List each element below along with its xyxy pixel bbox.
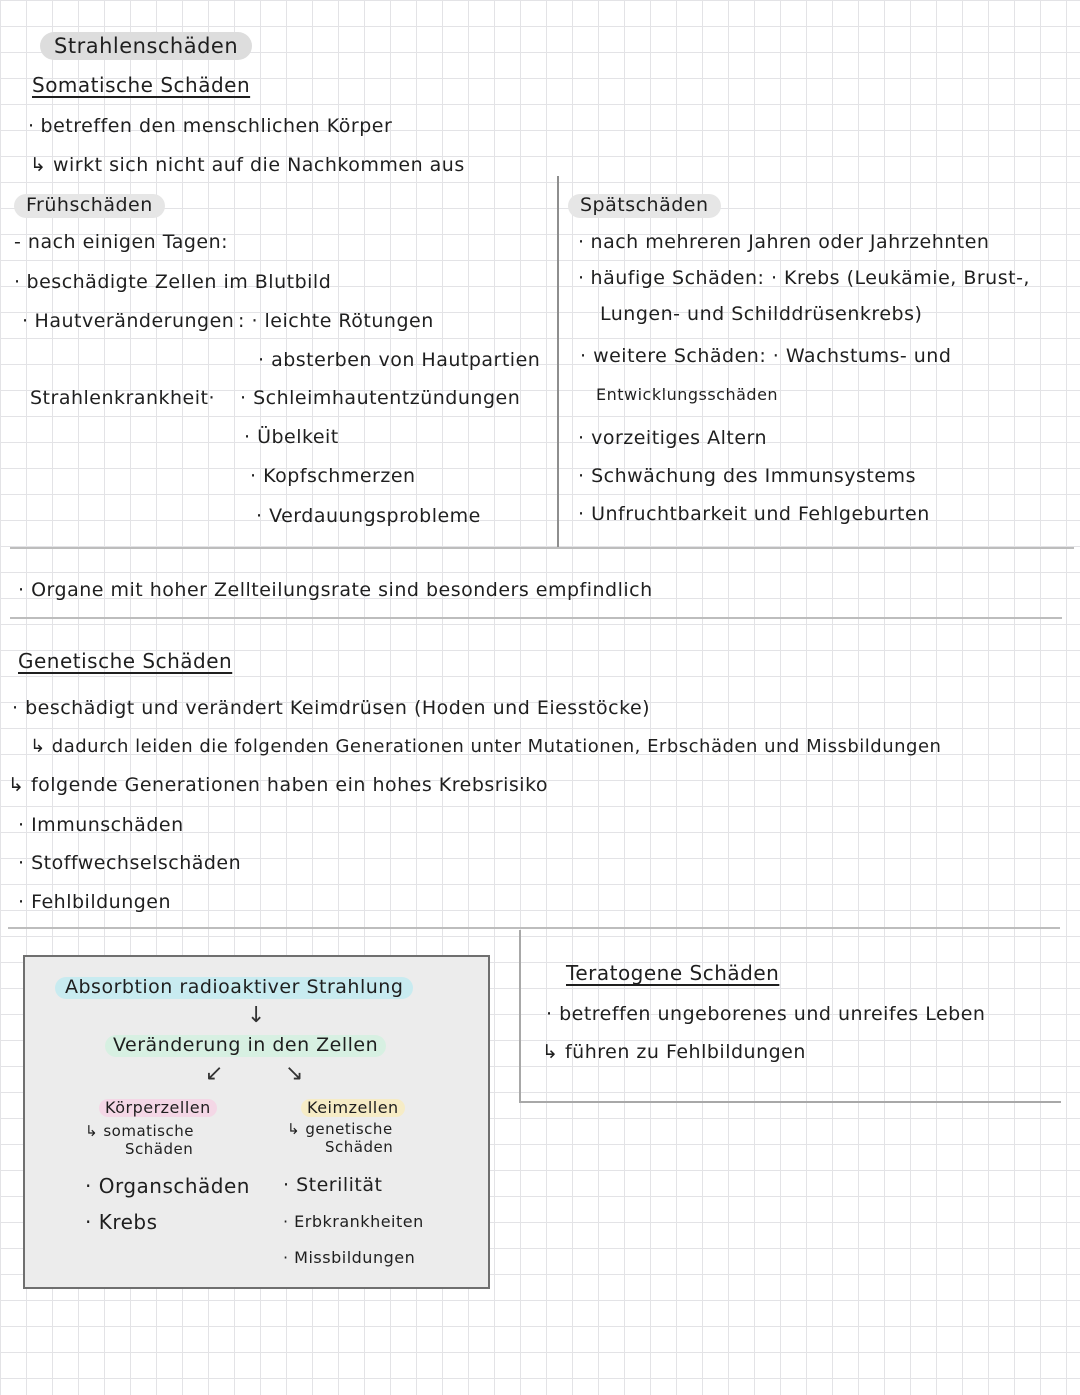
teratogenic-heading: Teratogene Schäden [566,961,780,985]
organ-note: · Organe mit hoher Zellteilungsrate sind besonders empfindlich [18,579,653,601]
sickness-item: · Übelkeit [244,426,339,448]
genetic-item: · Stoffwechselschäden [18,852,242,874]
sickness-item: · Kopfschmerzen [250,465,416,487]
late-item-4: · vorzeitiges Altern [578,427,768,449]
diagram-right-item: · Sterilität [283,1174,383,1196]
section-divider [8,927,1060,929]
early-item-3-label: · Hautveränderungen [22,311,234,333]
diagram-box [23,955,490,1289]
genetic-item: · Immunschäden [18,814,184,836]
somatic-line-2: ↳ wirkt sich nicht auf die Nachkommen aus [30,154,465,176]
section-divider [10,617,1062,619]
diagram-right-item: · Missbildungen [283,1248,416,1267]
late-item-2b: Lungen- und Schilddrüsenkrebs) [600,303,923,325]
diagram-top: Absorbtion radioaktiver Strahlung [55,977,413,999]
late-item-5: · Schwächung des Immunsystems [578,465,916,487]
body-cells-sub-2: Schäden [125,1140,194,1158]
column-divider [557,176,559,548]
germ-cells-sub-1: ↳ genetische [287,1120,393,1138]
page-title: Strahlenschäden [40,32,252,60]
late-item-6: · Unfruchtbarkeit und Fehlgeburten [578,503,930,525]
genetic-line-3: ↳ folgende Generationen haben ein hohes Krebsrisiko [8,774,549,796]
early-item-1: - nach einigen Tagen: [14,231,229,253]
late-item-3b: Entwicklungsschäden [596,385,779,404]
late-item-3a: · weitere Schäden: · Wachstums- und [580,345,952,367]
early-item-2: · beschädigte Zellen im Blutbild [14,272,331,294]
teratogenic-border-left [519,930,521,1102]
somatic-heading: Somatische Schäden [32,73,251,97]
teratogenic-line-1: · betreffen ungeborenes und unreifes Leben [546,1003,986,1025]
germ-cells-label: Keimzellen [301,1099,405,1117]
radiation-sickness-label: Strahlenkrankheit· [30,387,216,409]
late-heading: Spätschäden [568,194,721,218]
genetic-heading: Genetische Schäden [18,649,233,673]
diagram-right-item: · Erbkrankheiten [283,1212,424,1231]
diagram-middle: Veränderung in den Zellen [105,1035,386,1057]
arrow-down-icon: ↓ [247,1003,266,1028]
genetic-line-1: · beschädigt und verändert Keimdrüsen (Hoden und Eiesstöcke) [12,697,651,719]
sickness-item: · Schleimhautentzündungen [240,387,521,409]
body-cells-label: Körperzellen [99,1099,217,1117]
section-divider [10,547,1074,549]
genetic-item: · Fehlbildungen [18,891,172,913]
arrow-down-left-icon: ↙ [205,1061,224,1086]
sickness-item: · Verdauungsprobleme [256,505,481,527]
somatic-line-1: · betreffen den menschlichen Körper [28,116,392,138]
teratogenic-border-bottom [519,1101,1061,1103]
early-item-3-sub-1: : · leichte Rötungen [238,310,434,332]
late-item-2a: · häufige Schäden: · Krebs (Leukämie, Brust-, [578,268,1030,290]
late-item-1: · nach mehreren Jahren oder Jahrzehnten [578,232,989,254]
germ-cells-sub-2: Schäden [325,1138,394,1156]
teratogenic-line-2: ↳ führen zu Fehlbildungen [542,1041,806,1063]
early-item-3-sub-2: · absterben von Hautpartien [258,349,541,371]
arrow-down-right-icon: ↘ [285,1061,304,1086]
diagram-left-item: · Krebs [85,1210,158,1234]
body-cells-sub-1: ↳ somatische [85,1122,194,1140]
early-heading: Frühschäden [14,194,165,218]
diagram-left-item: · Organschäden [85,1174,250,1198]
genetic-line-2: ↳ dadurch leiden die folgenden Generationen unter Mutationen, Erbschäden und Missbildungen [30,736,942,757]
